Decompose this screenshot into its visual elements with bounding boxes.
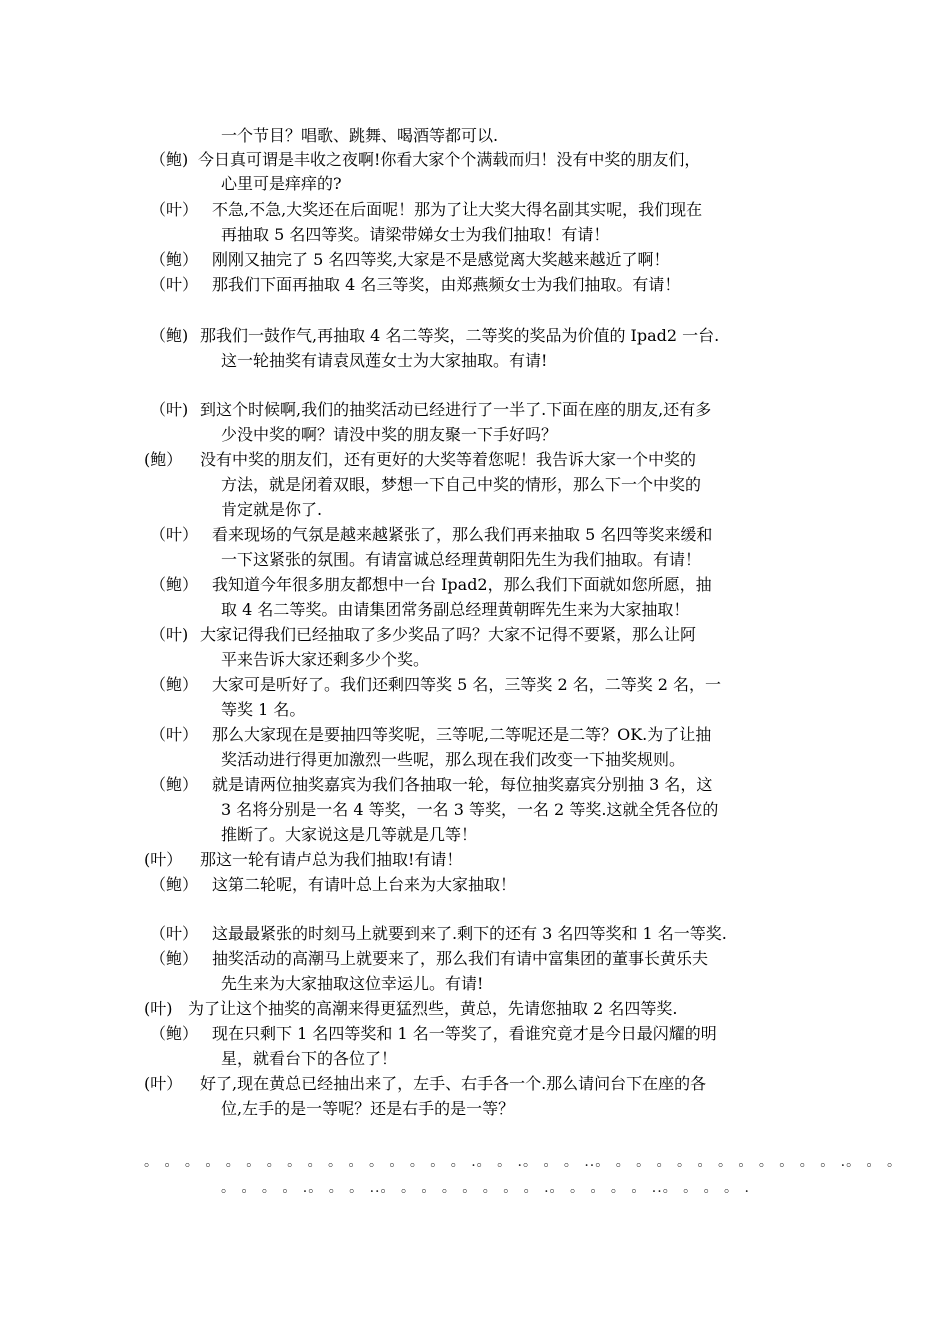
line-text: 那么大家现在是要抽四等奖呢，三等呢,二等呢还是二等？OK.为了让抽 [212,725,712,744]
speaker-label: （鲍） [150,875,199,894]
line-text: 星，就看台下的各位了！ [221,1049,398,1068]
speaker-label: （叶） [150,275,199,294]
script-line [150,198,702,222]
line-text: 现在只剩下 1 名四等奖和 1 名一等奖了，看谁究竟才是今日最闪耀的明 [212,1024,717,1043]
script-line [144,448,696,472]
footer-dots-line-2: 。 。 。 。 .。 。 。 ..。 。 。 。 。 。 。 。 .。 。 。 。 。 ..。 。 。 。 . [221,1180,750,1196]
script-line [221,972,483,996]
speaker-label: （叶） [150,924,199,943]
line-text: 那我们下面再抽取 4 名三等奖，由郑燕频女士为我们抽取。有请！ [212,275,681,294]
footer-dots-line-1: 。 。 。 。 。 。 。 。 。 。 。 。 。 。 。 。 .。 。 .。 。 。 ..。 。 。 。 。 。 。 。 。 。 。 。 .。 。 。 [144,1154,903,1170]
line-text: 少没中奖的啊？请没中奖的朋友聚一下手好吗？ [221,425,558,444]
script-line [144,997,677,1021]
speaker-label: （叶） [150,200,199,219]
script-line [221,1097,514,1121]
script-line [150,148,700,172]
script-line [150,523,712,547]
line-text: 今日真可谓是丰收之夜啊!你看大家个个满载而归！没有中奖的朋友们， [198,150,701,169]
script-line [221,823,477,847]
speaker-label: (叶） [144,1074,183,1093]
speaker-label: (叶) [144,999,173,1018]
line-text: 心里可是痒痒的? [221,174,342,193]
script-line [150,398,711,422]
speaker-label: （叶) [150,625,189,644]
script-line [221,498,322,522]
speaker-label: (鲍） [144,450,183,469]
line-text: 一个节目？唱歌、跳舞、喝酒等都可以. [221,126,499,145]
script-line [221,748,685,772]
script-line [150,1022,717,1046]
line-text: 大家可是听好了。我们还剩四等奖 5 名，三等奖 2 名，二等奖 2 名，一 [212,675,722,694]
line-text: 那这一轮有请卢总为我们抽取!有请！ [200,850,463,869]
line-text: 好了,现在黄总已经抽出来了，左手、右手各一个.那么请问台下在座的各 [200,1074,707,1093]
speaker-label: （鲍） [150,675,199,694]
line-text: 肯定就是你了. [221,500,323,519]
speaker-label: （鲍) [150,150,189,169]
script-line [221,473,701,497]
line-text: 再抽取 5 名四等奖。请梁带娣女士为我们抽取！有请！ [221,225,610,244]
speaker-label: （鲍） [150,575,199,594]
script-line [150,623,696,647]
script-line [221,798,718,822]
line-text: 等奖 1 名。 [221,700,306,719]
speaker-label: （叶) [150,400,189,419]
script-line [221,172,342,196]
speaker-label: （叶） [150,525,199,544]
line-text: 刚刚又抽完了 5 名四等奖,大家是不是感觉离大奖越来越近了啊！ [212,250,670,269]
script-line [150,922,727,946]
script-line [221,223,609,247]
line-text: 先生来为大家抽取这位幸运儿。有请! [221,974,484,993]
line-text: 一下这紧张的氛围。有请富诚总经理黄朝阳先生为我们抽取。有请！ [221,550,702,569]
line-text: 抽奖活动的高潮马上就要来了，那么我们有请中富集团的董事长黄乐夫 [212,949,709,968]
script-line [150,573,712,597]
speaker-label: （鲍) [150,326,189,345]
speaker-label: （鲍） [150,775,199,794]
line-text: 为了让这个抽奖的高潮来得更猛烈些，黄总，先请您抽取 2 名四等奖. [188,999,678,1018]
line-text: 看来现场的气氛是越来越紧张了，那么我们再来抽取 5 名四等奖来缓和 [212,525,713,544]
script-line [221,423,557,447]
line-text: 取 4 名二等奖。由请集团常务副总经理黄朝晖先生来为大家抽取！ [221,600,690,619]
line-text: 推断了。大家说这是几等就是几等！ [221,825,478,844]
line-text: 这第二轮呢，有请叶总上台来为大家抽取！ [212,875,517,894]
script-line [144,1072,706,1096]
line-text: 我知道今年很多朋友都想中一台 Ipad2，那么我们下面就如您所愿，抽 [212,575,712,594]
speaker-label: (叶） [144,850,183,869]
line-text: 那我们一鼓作气,再抽取 4 名二等奖，二等奖的奖品为价值的 Ipad2 一台. [200,326,720,345]
line-text: 就是请两位抽奖嘉宾为我们各抽取一轮，每位抽奖嘉宾分别抽 3 名，这 [212,775,713,794]
script-line [221,548,701,572]
script-line [221,1047,397,1071]
script-line [150,673,721,697]
line-text: 方法，就是闭着双眼，梦想一下自己中奖的情形，那么下一个中奖的 [221,475,702,494]
script-line [221,598,689,622]
script-line [150,873,516,897]
script-line [221,698,305,722]
script-line [221,124,498,148]
script-line [150,273,680,297]
script-line [150,723,711,747]
line-text: 这最最紧张的时刻马上就要到来了.剩下的还有 3 名四等奖和 1 名一等奖. [212,924,727,943]
speaker-label: （鲍） [150,250,199,269]
speaker-label: （鲍） [150,1024,199,1043]
line-text: 位,左手的是一等呢？还是右手的是一等？ [221,1099,515,1118]
line-text: 奖活动进行得更加激烈一些呢，那么现在我们改变一下抽奖规则。 [221,750,686,769]
line-text: 3 名将分别是一名 4 等奖，一名 3 等奖，一名 2 等奖.这就全凭各位的 [221,800,719,819]
line-text: 到这个时候啊,我们的抽奖活动已经进行了一半了.下面在座的朋友,还有多 [200,400,712,419]
script-line [221,648,429,672]
line-text: 这一轮抽奖有请袁凤莲女士为大家抽取。有请! [221,351,548,370]
script-line [150,324,719,348]
line-text: 平来告诉大家还剩多少个奖。 [221,650,430,669]
script-line [221,349,547,373]
script-line [150,947,708,971]
speaker-label: （叶） [150,725,199,744]
script-line [144,848,462,872]
line-text: 不急,不急,大奖还在后面呢！那为了让大奖大得名副其实呢，我们现在 [212,200,703,219]
line-text: 大家记得我们已经抽取了多少奖品了吗？大家不记得不要紧，那么让阿 [200,625,697,644]
script-line [150,773,712,797]
speaker-label: （鲍） [150,949,199,968]
line-text: 没有中奖的朋友们，还有更好的大奖等着您呢！我告诉大家一个中奖的 [200,450,697,469]
script-line [150,248,669,272]
